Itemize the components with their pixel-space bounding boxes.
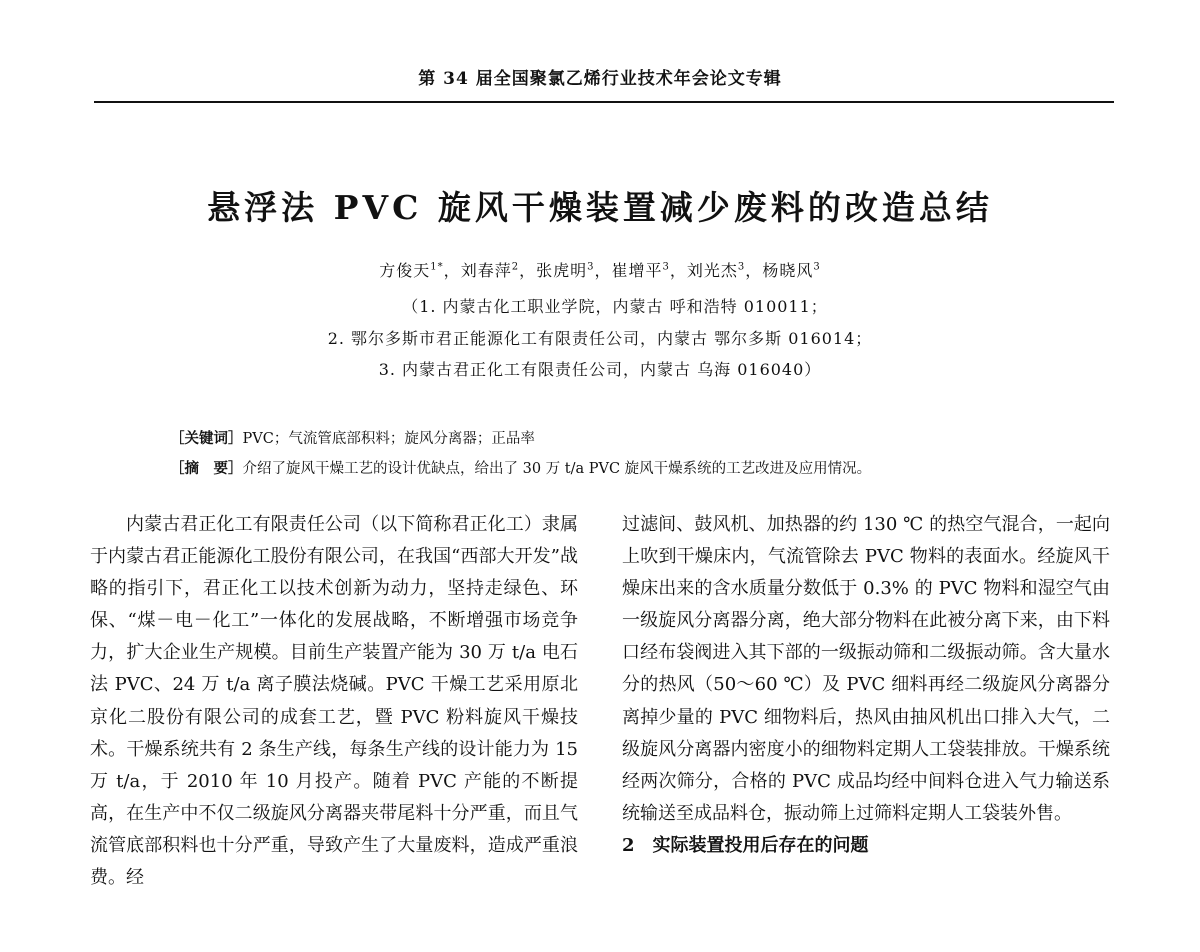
author-separator: ，	[669, 261, 687, 280]
keywords-line	[170, 424, 1130, 454]
author-name: 张虎明	[536, 261, 588, 280]
author-affiliation-mark: 3	[662, 261, 670, 273]
author-name: 方俊天	[379, 261, 431, 280]
author-name: 杨晓风	[762, 261, 814, 280]
running-header: 第 34 届全国聚氯乙烯行业技术年会论文专辑	[418, 69, 782, 89]
body-paragraph-process: 过滤间、鼓风机、加热器的约 130 ℃ 的热空气混合，一起向上吹到干燥床内，气流管除去 PVC 物料的表面水。经旋风干燥床出来的含水质量分数低于 0.3% 的 PVC 物料和湿空气由一级旋风分离器分离，绝大部分物料在此被分离下来，由下料口经布袋阀进入其下部的一级振动筛和二级振动筛。含大量水分的热风（50～60 ℃）及 PVC 细料再经二级旋风分离器分离掉少量的 PVC 细物料后，热风由抽风机出口排入大气，二级旋风分离器内密度小的细物料定期人工袋装排放。干燥系统经两次筛分，合格的 PVC 成品均经中间料仓进入气力输送系统输送至成品料仓，振动筛上过筛料定期人工袋装外售。	[622, 514, 1110, 824]
article-meta	[170, 424, 1130, 484]
author-affiliation-mark: 2	[511, 261, 520, 273]
author-affiliation-mark: 3	[587, 261, 595, 273]
author-affiliation-mark: 3	[737, 261, 746, 273]
affiliations	[0, 291, 1200, 386]
body-column-right	[622, 509, 1110, 862]
keywords-text: PVC；气流管底部积料；旋风分离器；正品率	[242, 431, 535, 447]
affiliation-3: 3. 内蒙古君正化工有限责任公司，内蒙古 乌海 016040）	[378, 360, 822, 379]
author-affiliation-mark: 1*	[430, 261, 444, 273]
author-name: 刘光杰	[686, 261, 738, 280]
body-paragraph-intro: 内蒙古君正化工有限责任公司（以下简称君正化工）隶属于内蒙古君正能源化工股份有限公司，在我国“西部大开发”战略的指引下，君正化工以技术创新为动力，坚持走绿色、环保、“煤－电－化工”一体化的发展战略，不断增强市场竞争力，扩大企业生产规模。目前生产装置产能为 30 万 t/a 电石法 PVC、24 万 t/a 离子膜法烧碱。PVC 干燥工艺采用原北京化二股份有限公司的成套工艺，暨 PVC 粉料旋风干燥技术。干燥系统共有 2 条生产线，每条生产线的设计能力为 15 万 t/a，于 2010 年 10 月投产。随着 PVC 产能的不断提高，在生产中不仅二级旋风分离器夹带尾料十分严重，而且气流管底部积料也十分严重，导致产生了大量废料，造成严重浪费。经	[90, 514, 578, 889]
author-separator: ，	[594, 261, 612, 280]
keywords-label: ［关键词］	[170, 430, 243, 447]
body-column-left	[90, 509, 578, 894]
affiliation-1: （1. 内蒙古化工职业学院，内蒙古 呼和浩特 010011；	[402, 297, 828, 316]
paper-title: 悬浮法 PVC 旋风干燥装置减少废料的改造总结	[207, 188, 993, 227]
author-separator: ，	[745, 261, 763, 280]
author-separator: ，	[443, 261, 461, 280]
header-divider	[94, 101, 1114, 103]
author-affiliation-mark: 3	[813, 261, 821, 273]
author-separator: ，	[519, 261, 537, 280]
affiliation-2: 2. 鄂尔多斯市君正能源化工有限责任公司，内蒙古 鄂尔多斯 016014；	[327, 328, 873, 348]
abstract-label: ［摘 要］	[170, 460, 243, 477]
author-list	[0, 258, 1200, 281]
abstract-line	[170, 454, 1130, 484]
abstract-text: 介绍了旋风干燥工艺的设计优缺点，给出了 30 万 t/a PVC 旋风干燥系统的工艺改进及应用情况。	[242, 461, 872, 477]
author-name: 刘春萍	[460, 261, 512, 280]
section-heading: 2 实际装置投用后存在的问题	[622, 834, 869, 856]
author-name: 崔增平	[611, 261, 663, 280]
